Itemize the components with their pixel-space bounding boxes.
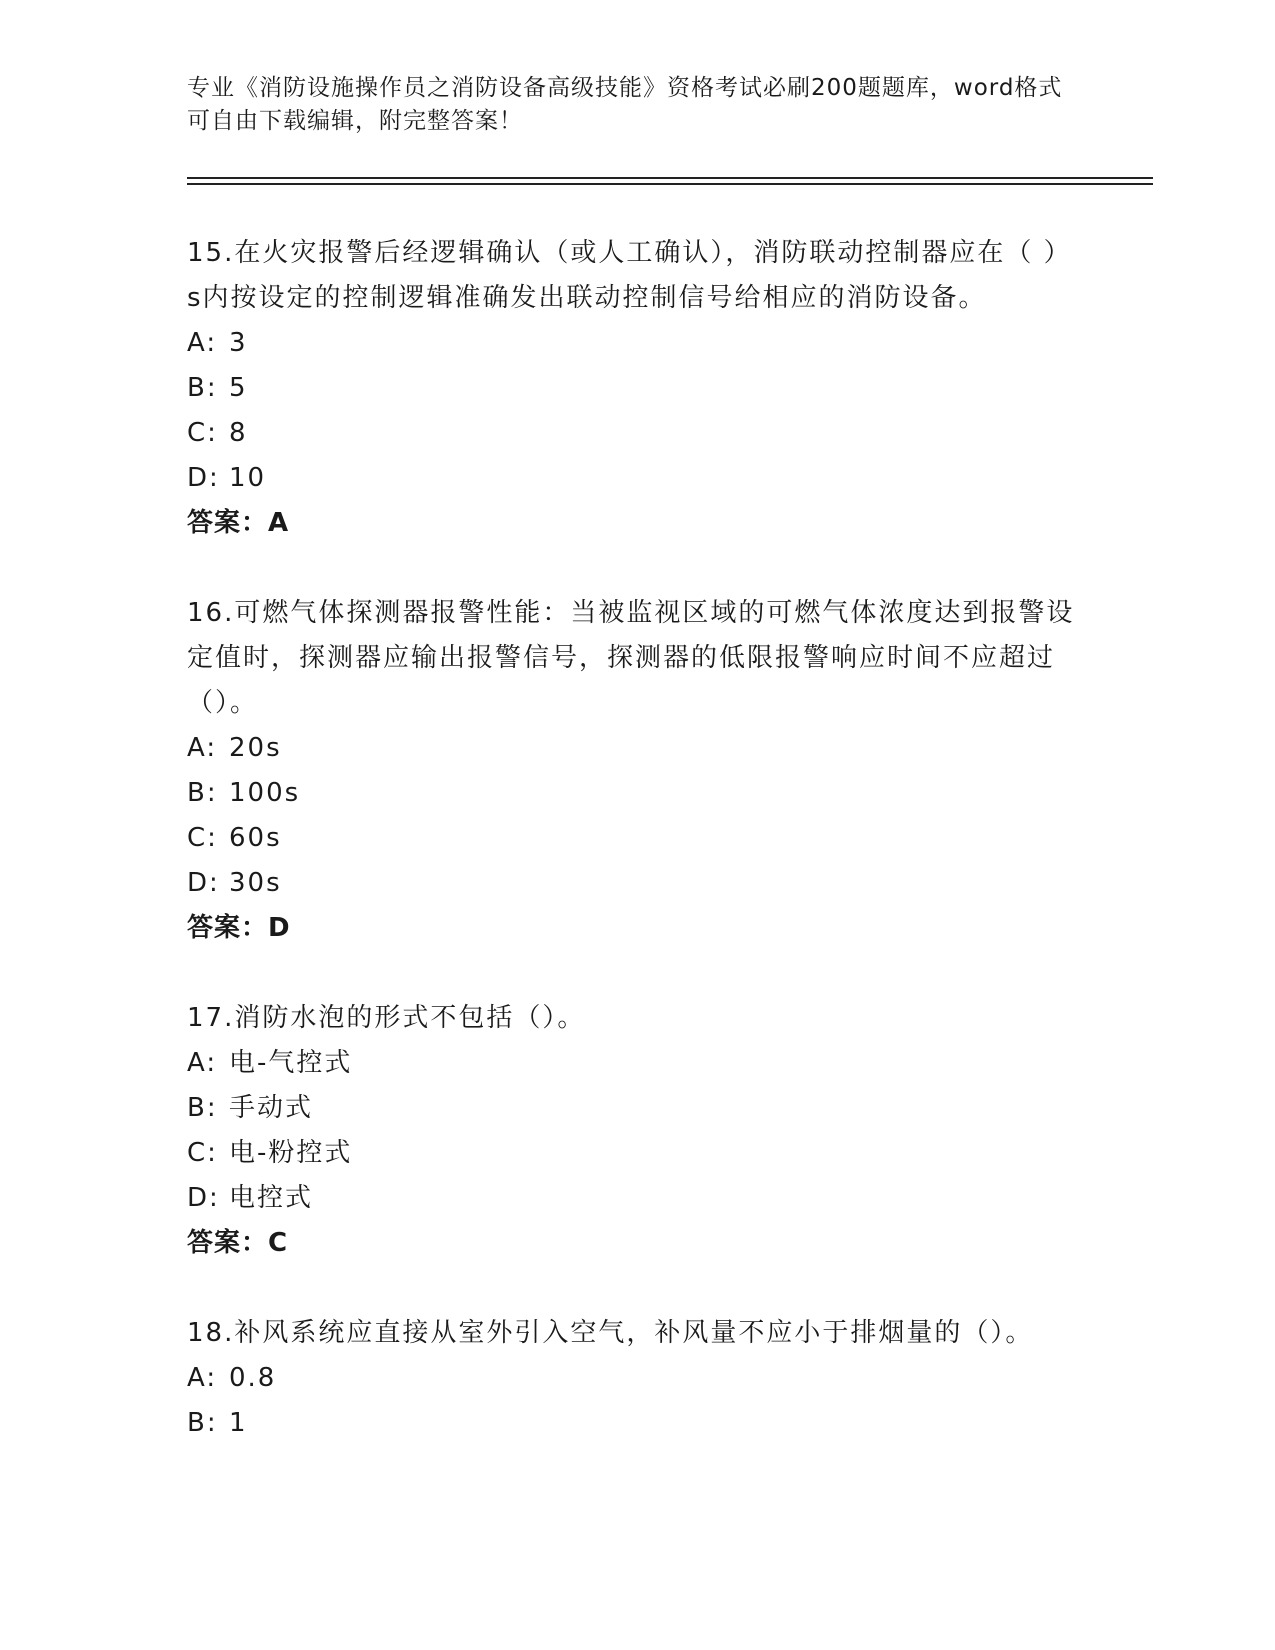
option-text: 电-气控式	[229, 1048, 353, 1078]
option-text: 60s	[229, 823, 282, 853]
question-15	[187, 231, 1077, 546]
option-key: A:	[187, 733, 218, 763]
option-key: B:	[187, 1093, 218, 1123]
answer: 答案：D	[187, 913, 291, 943]
option-text: 10	[229, 463, 267, 493]
document-header: 专业《消防设施操作员之消防设备高级技能》资格考试必刷200题题库，word格式可自由下载编辑，附完整答案！	[187, 75, 1063, 134]
option-b	[187, 1401, 1077, 1446]
option-b	[187, 366, 1077, 411]
option-key: B:	[187, 1408, 218, 1438]
question-stem: 15.在火灾报警后经逻辑确认（或人工确认），消防联动控制器应在（ ）s内按设定的控制逻辑准确发出联动控制信号给相应的消防设备。	[187, 238, 1072, 313]
answer: 答案：C	[187, 1228, 289, 1258]
option-a	[187, 1041, 1077, 1086]
option-key: B:	[187, 778, 218, 808]
question-stem: 17.消防水泡的形式不包括（）。	[187, 1003, 586, 1033]
option-d	[187, 1176, 1077, 1221]
question-list	[187, 231, 1077, 1491]
option-c	[187, 816, 1077, 861]
option-a	[187, 726, 1077, 771]
option-text: 20s	[229, 733, 282, 763]
option-key: A:	[187, 328, 218, 358]
option-key: A:	[187, 1363, 218, 1393]
option-key: D:	[187, 463, 220, 493]
option-text: 5	[229, 373, 248, 403]
option-key: A:	[187, 1048, 218, 1078]
option-b	[187, 771, 1077, 816]
option-key: B:	[187, 373, 218, 403]
option-c	[187, 1131, 1077, 1176]
option-key: C:	[187, 418, 218, 448]
option-d	[187, 456, 1077, 501]
option-d	[187, 861, 1077, 906]
question-stem: 16.可燃气体探测器报警性能：当被监视区域的可燃气体浓度达到报警设定值时，探测器应输出报警信号，探测器的低限报警响应时间不应超过（）。	[187, 598, 1075, 718]
option-text: 30s	[229, 868, 282, 898]
option-text: 电控式	[229, 1183, 314, 1213]
question-16	[187, 591, 1077, 951]
option-key: C:	[187, 1138, 218, 1168]
option-text: 电-粉控式	[229, 1138, 353, 1168]
option-key: C:	[187, 823, 218, 853]
option-text: 8	[229, 418, 248, 448]
option-key: D:	[187, 1183, 220, 1213]
option-text: 手动式	[229, 1093, 314, 1123]
option-text: 3	[229, 328, 248, 358]
question-stem: 18.补风系统应直接从室外引入空气，补风量不应小于排烟量的（）。	[187, 1318, 1034, 1348]
option-text: 1	[229, 1408, 248, 1438]
header-divider-bottom	[187, 183, 1153, 185]
option-b	[187, 1086, 1077, 1131]
option-a	[187, 321, 1077, 366]
question-17	[187, 996, 1077, 1266]
option-text: 0.8	[229, 1363, 277, 1393]
option-a	[187, 1356, 1077, 1401]
answer: 答案：A	[187, 508, 290, 538]
header-divider-top	[187, 177, 1153, 179]
option-c	[187, 411, 1077, 456]
question-18	[187, 1311, 1077, 1446]
option-key: D:	[187, 868, 220, 898]
option-text: 100s	[229, 778, 301, 808]
